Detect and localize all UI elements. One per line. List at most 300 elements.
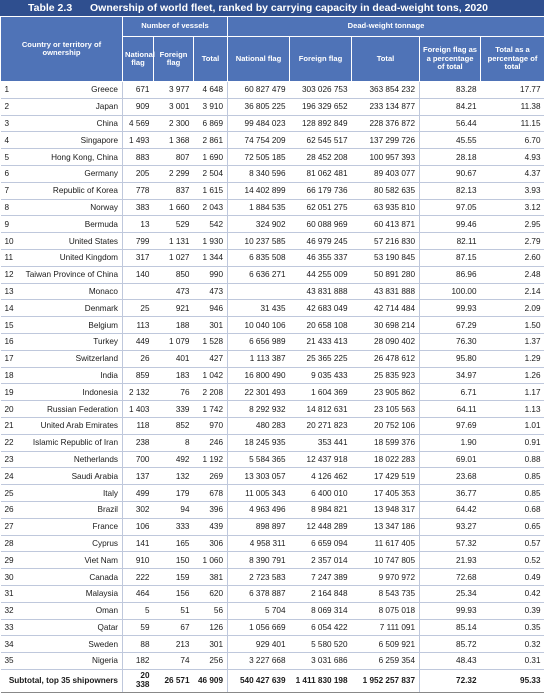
cell: 5 704: [228, 602, 290, 619]
cell: 8: [154, 434, 194, 451]
table-row: [1, 653, 544, 670]
row-country: Taiwan Province of China: [19, 266, 123, 283]
table-row: [1, 132, 544, 149]
cell: 620: [194, 585, 228, 602]
cell: 837: [154, 182, 194, 199]
cell: 2 504: [194, 165, 228, 182]
cell: 84.21: [420, 98, 481, 115]
cell: 1 493: [123, 132, 154, 149]
cell: 150: [154, 552, 194, 569]
cell: 2.79: [481, 233, 544, 250]
row-country: Russian Federation: [19, 401, 123, 418]
cell: 76: [154, 384, 194, 401]
cell: 196 329 652: [290, 98, 352, 115]
cell: 850: [154, 266, 194, 283]
cell: 306: [194, 535, 228, 552]
cell: 2 132: [123, 384, 154, 401]
row-country: Canada: [19, 569, 123, 586]
cell: 2 357 014: [290, 552, 352, 569]
row-country: Republic of Korea: [19, 182, 123, 199]
cell: 17 405 353: [352, 485, 420, 502]
cell: 62 545 517: [290, 132, 352, 149]
table-row: [1, 501, 544, 518]
cell: 929 401: [228, 636, 290, 653]
cell: 62 051 275: [290, 199, 352, 216]
cell: 464: [123, 585, 154, 602]
cell: 67: [154, 619, 194, 636]
cell: 301: [194, 317, 228, 334]
cell: 18 022 283: [352, 451, 420, 468]
cell: 13: [123, 216, 154, 233]
cell: 6 659 094: [290, 535, 352, 552]
cell: 449: [123, 333, 154, 350]
row-country: Cyprus: [19, 535, 123, 552]
cell: 0.49: [481, 569, 544, 586]
cell: 94: [154, 501, 194, 518]
table-row: [1, 333, 544, 350]
cell: 6.71: [420, 384, 481, 401]
row-rank: 4: [1, 132, 19, 149]
cell: 3 910: [194, 98, 228, 115]
row-rank: 34: [1, 636, 19, 653]
cell: 99.93: [420, 602, 481, 619]
cell: 1 113 387: [228, 350, 290, 367]
cell: 363 854 232: [352, 82, 420, 99]
cell: 165: [154, 535, 194, 552]
cell: 11.38: [481, 98, 544, 115]
row-country: Malaysia: [19, 585, 123, 602]
cell: 60 827 479: [228, 82, 290, 99]
row-country: Sweden: [19, 636, 123, 653]
cell: 18 245 935: [228, 434, 290, 451]
cell: 6 400 010: [290, 485, 352, 502]
cell: 0.91: [481, 434, 544, 451]
row-country: Qatar: [19, 619, 123, 636]
cell: 14 402 899: [228, 182, 290, 199]
cell: 427: [194, 350, 228, 367]
cell: 1.50: [481, 317, 544, 334]
table-row: [1, 266, 544, 283]
cell: 499: [123, 485, 154, 502]
table-row: [1, 165, 544, 182]
cell: 22 301 493: [228, 384, 290, 401]
row-country: Saudi Arabia: [19, 468, 123, 485]
row-rank: 3: [1, 115, 19, 132]
cell: 1.01: [481, 417, 544, 434]
cell: 20 658 108: [290, 317, 352, 334]
cell: 383: [123, 199, 154, 216]
cell: 141: [123, 535, 154, 552]
cell: 852: [154, 417, 194, 434]
cell: 778: [123, 182, 154, 199]
cell: 118: [123, 417, 154, 434]
row-rank: 27: [1, 518, 19, 535]
cell: 2 300: [154, 115, 194, 132]
cell: 0.85: [481, 485, 544, 502]
cell: 59: [123, 619, 154, 636]
cell: 25 365 225: [290, 350, 352, 367]
cell: 90.67: [420, 165, 481, 182]
row-country: United States: [19, 233, 123, 250]
cell: 6 869: [194, 115, 228, 132]
cell: 44 255 009: [290, 266, 352, 283]
cell: 183: [154, 367, 194, 384]
cell: 1 042: [194, 367, 228, 384]
row-country: Viet Nam: [19, 552, 123, 569]
table-row: [1, 384, 544, 401]
cell: 72.32: [420, 669, 481, 692]
row-rank: 26: [1, 501, 19, 518]
cell: 921: [154, 300, 194, 317]
cell: 1 930: [194, 233, 228, 250]
cell: 95.33: [481, 669, 544, 692]
cell: 20 271 823: [290, 417, 352, 434]
row-country: United Kingdom: [19, 249, 123, 266]
row-rank: 29: [1, 552, 19, 569]
cell: 8 984 821: [290, 501, 352, 518]
cell: 9 035 433: [290, 367, 352, 384]
row-rank: 9: [1, 216, 19, 233]
row-country: Belgium: [19, 317, 123, 334]
cell: 11 005 343: [228, 485, 290, 502]
cell: 8 292 932: [228, 401, 290, 418]
cell: 50 891 280: [352, 266, 420, 283]
cell: 6 054 422: [290, 619, 352, 636]
cell: 20 752 106: [352, 417, 420, 434]
cell: 34.97: [420, 367, 481, 384]
cell: 56.44: [420, 115, 481, 132]
cell: 4 958 311: [228, 535, 290, 552]
table-row: [1, 552, 544, 569]
cell: 80 582 635: [352, 182, 420, 199]
cell: 228 376 872: [352, 115, 420, 132]
table-row: [1, 199, 544, 216]
table-row: [1, 367, 544, 384]
cell: 3.93: [481, 182, 544, 199]
cell: 2.48: [481, 266, 544, 283]
cell: 473: [194, 283, 228, 300]
table-row: [1, 636, 544, 653]
cell: 0.42: [481, 585, 544, 602]
row-country: Monaco: [19, 283, 123, 300]
cell: 99 484 023: [228, 115, 290, 132]
cell: 0.68: [481, 501, 544, 518]
cell: 46 355 337: [290, 249, 352, 266]
cell: 26 571: [154, 669, 194, 692]
cell: 99.93: [420, 300, 481, 317]
cell: 1 344: [194, 249, 228, 266]
row-rank: 21: [1, 417, 19, 434]
cell: 46 979 245: [290, 233, 352, 250]
row-rank: 5: [1, 149, 19, 166]
cell: 188: [154, 317, 194, 334]
cell: 182: [123, 653, 154, 670]
fleet-ownership-table: [0, 16, 544, 693]
cell: 88: [123, 636, 154, 653]
cell: 13 948 317: [352, 501, 420, 518]
cell: 0.88: [481, 451, 544, 468]
cell: 23 905 862: [352, 384, 420, 401]
row-rank: 30: [1, 569, 19, 586]
row-country: France: [19, 518, 123, 535]
cell: 4 126 462: [290, 468, 352, 485]
cell: 42 683 049: [290, 300, 352, 317]
cell: 67.29: [420, 317, 481, 334]
cell: 302: [123, 501, 154, 518]
table-row: [1, 569, 544, 586]
cell: 26: [123, 350, 154, 367]
cell: 82.11: [420, 233, 481, 250]
cell: 13 347 186: [352, 518, 420, 535]
row-rank: 14: [1, 300, 19, 317]
cell: 11.15: [481, 115, 544, 132]
row-rank: 18: [1, 367, 19, 384]
row-rank: 23: [1, 451, 19, 468]
cell: 31 435: [228, 300, 290, 317]
cell: 48.43: [420, 653, 481, 670]
subtotal-row: [1, 669, 544, 692]
row-rank: 1: [1, 82, 19, 99]
cell: 233 134 877: [352, 98, 420, 115]
row-country: China: [19, 115, 123, 132]
cell: 1 742: [194, 401, 228, 418]
cell: 2.14: [481, 283, 544, 300]
cell: 69.01: [420, 451, 481, 468]
cell: 36 805 225: [228, 98, 290, 115]
cell: 0.57: [481, 535, 544, 552]
cell: 43 831 888: [352, 283, 420, 300]
header-total: Total: [194, 37, 228, 82]
cell: 6 656 989: [228, 333, 290, 350]
row-country: Oman: [19, 602, 123, 619]
cell: 990: [194, 266, 228, 283]
cell: 473: [154, 283, 194, 300]
table-row: [1, 317, 544, 334]
cell: 60 413 871: [352, 216, 420, 233]
row-rank: 7: [1, 182, 19, 199]
cell: 909: [123, 98, 154, 115]
row-rank: 12: [1, 266, 19, 283]
cell: 1 952 257 837: [352, 669, 420, 692]
cell: 14 812 631: [290, 401, 352, 418]
cell: 74: [154, 653, 194, 670]
table-row: [1, 535, 544, 552]
header-country: Country or territory of ownership: [1, 17, 123, 82]
cell: 1 368: [154, 132, 194, 149]
cell: 8 543 735: [352, 585, 420, 602]
cell: 396: [194, 501, 228, 518]
row-rank: 35: [1, 653, 19, 670]
cell: 540 427 639: [228, 669, 290, 692]
table-row: [1, 485, 544, 502]
cell: 492: [154, 451, 194, 468]
cell: 74 754 209: [228, 132, 290, 149]
cell: 60 088 969: [290, 216, 352, 233]
cell: 72.68: [420, 569, 481, 586]
row-country: Netherlands: [19, 451, 123, 468]
cell: 106: [123, 518, 154, 535]
cell: [228, 283, 290, 300]
cell: 238: [123, 434, 154, 451]
cell: 4.37: [481, 165, 544, 182]
cell: 36.77: [420, 485, 481, 502]
table-row: [1, 249, 544, 266]
cell: 3 977: [154, 82, 194, 99]
cell: 0.32: [481, 636, 544, 653]
row-rank: 15: [1, 317, 19, 334]
table-row: [1, 434, 544, 451]
cell: 2 299: [154, 165, 194, 182]
table-title: Ownership of world fleet, ranked by carrying capacity in dead-weight tons, 2020: [90, 2, 488, 14]
cell: 21.93: [420, 552, 481, 569]
table-row: [1, 182, 544, 199]
row-country: Singapore: [19, 132, 123, 149]
row-country: Hong Kong, China: [19, 149, 123, 166]
header-national-flag: National flag: [123, 37, 154, 82]
cell: 72 505 185: [228, 149, 290, 166]
cell: 1.90: [420, 434, 481, 451]
cell: 324 902: [228, 216, 290, 233]
header-foreign-flag: Foreign flag: [154, 37, 194, 82]
cell: 898 897: [228, 518, 290, 535]
cell: 1.29: [481, 350, 544, 367]
row-country: Greece: [19, 82, 123, 99]
row-rank: 19: [1, 384, 19, 401]
cell: 57.32: [420, 535, 481, 552]
row-rank: 16: [1, 333, 19, 350]
cell: 64.11: [420, 401, 481, 418]
cell: 1 056 669: [228, 619, 290, 636]
row-rank: 20: [1, 401, 19, 418]
row-country: Japan: [19, 98, 123, 115]
table-row: [1, 417, 544, 434]
table-row: [1, 401, 544, 418]
cell: 17 429 519: [352, 468, 420, 485]
cell: 126: [194, 619, 228, 636]
cell: 439: [194, 518, 228, 535]
cell: 99.46: [420, 216, 481, 233]
cell: 26 478 612: [352, 350, 420, 367]
header-dwt-foreign: Foreign flag: [290, 37, 352, 82]
cell: 100.00: [420, 283, 481, 300]
row-country: Nigeria: [19, 653, 123, 670]
cell: 4 569: [123, 115, 154, 132]
cell: 381: [194, 569, 228, 586]
cell: 7 247 389: [290, 569, 352, 586]
cell: 97.05: [420, 199, 481, 216]
cell: 45.55: [420, 132, 481, 149]
cell: 2.60: [481, 249, 544, 266]
cell: 8 390 791: [228, 552, 290, 569]
cell: 8 069 314: [290, 602, 352, 619]
cell: 156: [154, 585, 194, 602]
cell: 353 441: [290, 434, 352, 451]
cell: 3 227 668: [228, 653, 290, 670]
table-row: [1, 149, 544, 166]
header-pct-world: Total as a percentage of total: [481, 37, 544, 82]
cell: 1 660: [154, 199, 194, 216]
subtotal-label: Subtotal, top 35 shipowners: [1, 669, 123, 692]
cell: 2 723 583: [228, 569, 290, 586]
cell: 87.15: [420, 249, 481, 266]
cell: 8 075 018: [352, 602, 420, 619]
cell: 86.96: [420, 266, 481, 283]
cell: 8 340 596: [228, 165, 290, 182]
cell: 401: [154, 350, 194, 367]
cell: 28 090 402: [352, 333, 420, 350]
cell: 12 437 918: [290, 451, 352, 468]
cell: 0.31: [481, 653, 544, 670]
cell: 89 403 077: [352, 165, 420, 182]
cell: 51: [154, 602, 194, 619]
table-row: [1, 115, 544, 132]
table-row: [1, 585, 544, 602]
table-body: [1, 82, 544, 670]
cell: 85.14: [420, 619, 481, 636]
cell: 23.68: [420, 468, 481, 485]
cell: 20 338: [123, 669, 154, 692]
cell: 1.26: [481, 367, 544, 384]
table-row: [1, 300, 544, 317]
cell: 128 892 849: [290, 115, 352, 132]
cell: 671: [123, 82, 154, 99]
cell: 1 131: [154, 233, 194, 250]
cell: 970: [194, 417, 228, 434]
cell: 30 698 214: [352, 317, 420, 334]
table-row: [1, 468, 544, 485]
header-pct-foreign: Foreign flag as a percentage of total: [420, 37, 481, 82]
cell: 303 026 753: [290, 82, 352, 99]
cell: 10 237 585: [228, 233, 290, 250]
cell: 25.34: [420, 585, 481, 602]
header-group-vessels: Number of vessels: [123, 17, 228, 37]
cell: 4 648: [194, 82, 228, 99]
table-row: [1, 216, 544, 233]
cell: 3 001: [154, 98, 194, 115]
row-country: India: [19, 367, 123, 384]
cell: 23 105 563: [352, 401, 420, 418]
cell: 132: [154, 468, 194, 485]
cell: 43 831 888: [290, 283, 352, 300]
cell: 1 192: [194, 451, 228, 468]
cell: 6 259 354: [352, 653, 420, 670]
cell: 93.27: [420, 518, 481, 535]
cell: 81 062 481: [290, 165, 352, 182]
cell: 2 164 848: [290, 585, 352, 602]
cell: 11 617 405: [352, 535, 420, 552]
cell: 7 111 091: [352, 619, 420, 636]
row-country: Denmark: [19, 300, 123, 317]
cell: 159: [154, 569, 194, 586]
cell: 910: [123, 552, 154, 569]
table-row: [1, 619, 544, 636]
cell: 0.35: [481, 619, 544, 636]
cell: 13 303 057: [228, 468, 290, 485]
cell: 799: [123, 233, 154, 250]
cell: 301: [194, 636, 228, 653]
table-title-bar: [0, 0, 544, 16]
cell: 64.42: [420, 501, 481, 518]
cell: 246: [194, 434, 228, 451]
cell: 6 509 921: [352, 636, 420, 653]
table-row: [1, 283, 544, 300]
row-rank: 22: [1, 434, 19, 451]
cell: 1 884 535: [228, 199, 290, 216]
row-country: Switzerland: [19, 350, 123, 367]
cell: 339: [154, 401, 194, 418]
cell: 85.72: [420, 636, 481, 653]
row-country: Brazil: [19, 501, 123, 518]
